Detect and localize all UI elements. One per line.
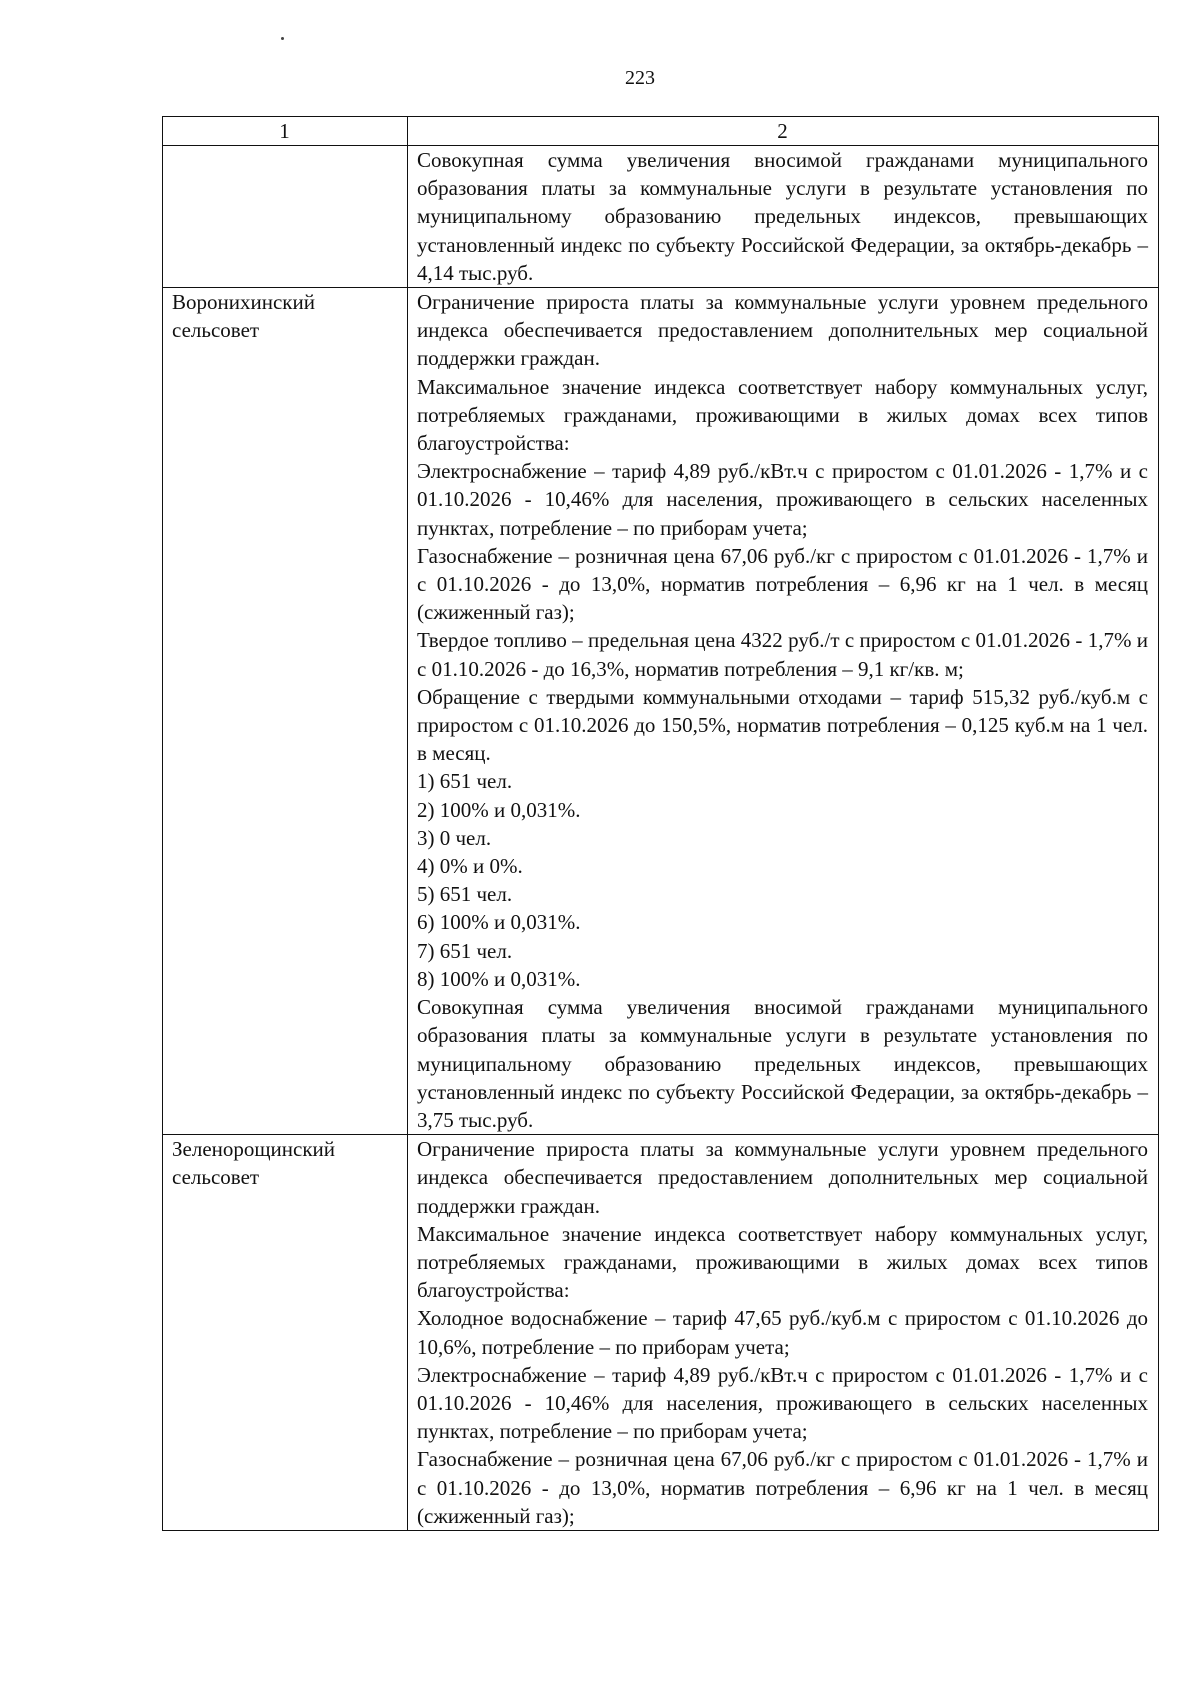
content-cell bbox=[408, 1135, 1159, 1531]
list-item: 6) 100% и 0,031%. bbox=[417, 910, 581, 935]
paragraph: Твердое топливо – предельная цена 4322 руб./т с приростом с 01.01.2026 - 1,7% и с 01.10.2026 - до 16,3%, норматив потребления – 9,1 кг/кв. м; bbox=[417, 628, 1148, 681]
table-row bbox=[163, 288, 1159, 1135]
paragraph: Максимальное значение индекса соответствует набору коммунальных услуг, потребляемых гражданами, проживающими в жилых домах всех типов благоустройства: bbox=[417, 1221, 1148, 1303]
list-item: 8) 100% и 0,031%. bbox=[417, 966, 581, 991]
column-header-1: 1 bbox=[163, 117, 408, 146]
list-item: 5) 651 чел. bbox=[417, 882, 513, 907]
list-item: 7) 651 чел. bbox=[417, 938, 513, 963]
content-cell bbox=[408, 288, 1159, 1135]
list-item: 3) 0 чел. bbox=[417, 825, 492, 850]
column-header-2: 2 bbox=[408, 117, 1159, 146]
paragraph: Газоснабжение – розничная цена 67,06 руб./кг с приростом с 01.01.2026 - 1,7% и с 01.10.2026 - до 13,0%, норматив потребления – 6,96 кг на 1 чел. в месяц (сжиженный газ); bbox=[417, 543, 1148, 625]
paragraph: Обращение с твердыми коммунальными отходами – тариф 515,32 руб./куб.м с приростом с 01.10.2026 до 150,5%, норматив потребления – 0,125 куб.м на 1 чел. в месяц. bbox=[417, 684, 1148, 766]
list-item: 2) 100% и 0,031%. bbox=[417, 797, 581, 822]
table-row bbox=[163, 146, 1159, 288]
list-item: 4) 0% и 0%. bbox=[417, 854, 523, 879]
paragraph: Газоснабжение – розничная цена 67,06 руб./кг с приростом с 01.01.2026 - 1,7% и с 01.10.2026 - до 13,0%, норматив потребления – 6,96 кг на 1 чел. в месяц (сжиженный газ); bbox=[417, 1447, 1148, 1528]
paragraph: Максимальное значение индекса соответствует набору коммунальных услуг, потребляемых гражданами, проживающими в жилых домах всех типов благоустройства: bbox=[417, 374, 1148, 456]
region-cell: Зеленорощинский сельсовет bbox=[163, 1135, 408, 1531]
list-item: 1) 651 чел. bbox=[417, 769, 513, 794]
table-header-row bbox=[163, 117, 1159, 146]
page-number: 223 bbox=[625, 67, 655, 89]
paragraph: Совокупная сумма увеличения вносимой гражданами муниципального образования платы за коммунальные услуги в результате установления по муниципальному образованию предельных индексов, превышающих установленный индекс по субъекту Российской Федерации, за октябрь-декабрь – 4,14 тыс.руб. bbox=[417, 148, 1148, 285]
paragraph: Холодное водоснабжение – тариф 47,65 руб./куб.м с приростом с 01.10.2026 до 10,6%, потребление – по приборам учета; bbox=[417, 1306, 1148, 1359]
paragraph: Ограничение прироста платы за коммунальные услуги уровнем предельного индекса обеспечивается предоставлением дополнительных мер социальной поддержки граждан. bbox=[417, 1137, 1148, 1218]
paragraph: Электроснабжение – тариф 4,89 руб./кВт.ч с приростом с 01.01.2026 - 1,7% и с 01.10.2026 - 10,46% для населения, проживающего в сельских населенных пунктах, потребление – по приборам учета; bbox=[417, 1362, 1148, 1444]
scan-speck bbox=[281, 37, 284, 40]
paragraph: Электроснабжение – тариф 4,89 руб./кВт.ч с приростом с 01.01.2026 - 1,7% и с 01.10.2026 - 10,46% для населения, проживающего в сельских населенных пунктах, потребление – по приборам учета; bbox=[417, 459, 1148, 540]
table-row bbox=[163, 1135, 1159, 1531]
content-cell bbox=[408, 146, 1159, 288]
region-cell bbox=[163, 146, 408, 288]
summary-paragraph: Совокупная сумма увеличения вносимой гражданами муниципального образования платы за коммунальные услуги в результате установления по муниципальному образованию предельных индексов, превышающих установленный индекс по субъекту Российской Федерации, за октябрь-декабрь – 3,75 тыс.руб. bbox=[417, 995, 1148, 1132]
paragraph: Ограничение прироста платы за коммунальные услуги уровнем предельного индекса обеспечивается предоставлением дополнительных мер социальной поддержки граждан. bbox=[417, 290, 1148, 371]
document-table bbox=[162, 116, 1159, 1531]
region-cell: Воронихинский сельсовет bbox=[163, 288, 408, 1135]
